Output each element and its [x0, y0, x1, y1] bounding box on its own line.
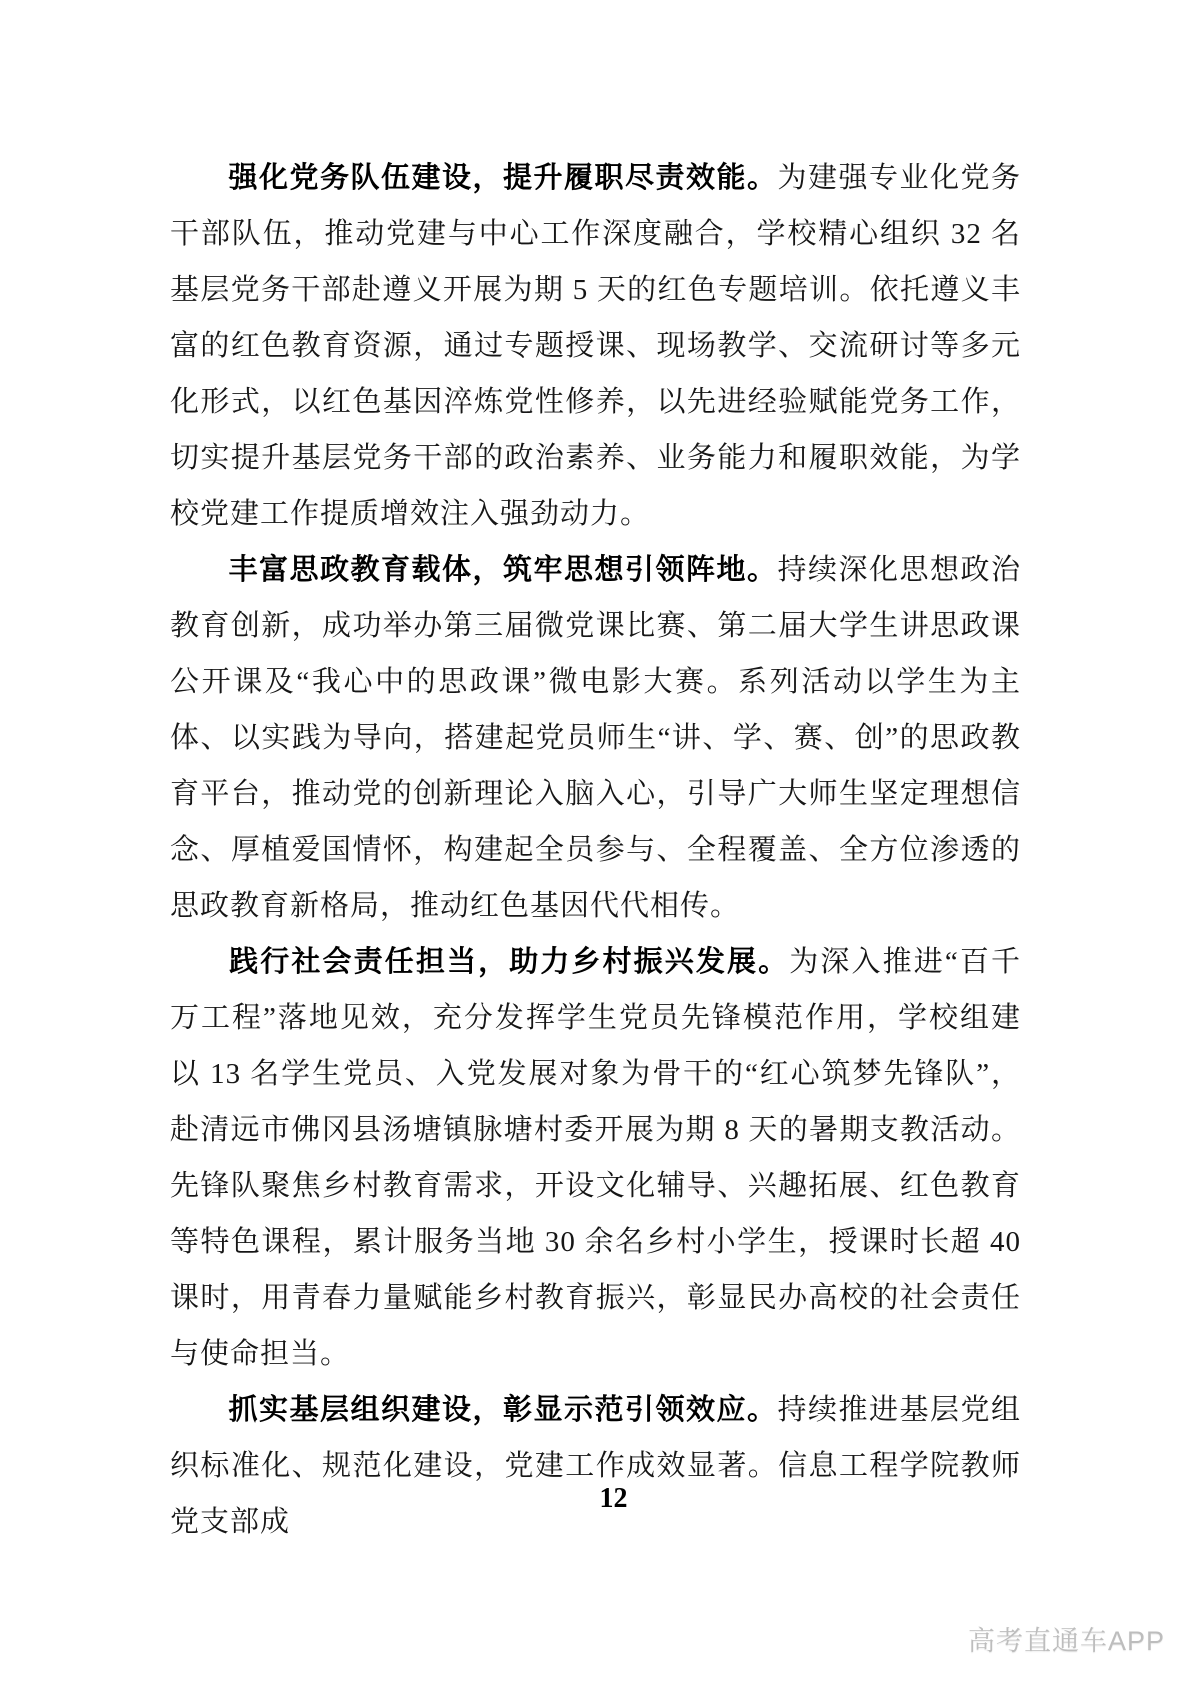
paragraph-text: 持续深化思想政治教育创新，成功举办第三届微党课比赛、第二届大学生讲思政课公开课及“我心中的思政课”微电影大赛。系列活动以学生为主体、以实践为导向，搭建起党员师生“讲、学、赛、创”的思政教育平台，推动党的创新理论入脑入心，引导广大师生坚定理想信念、厚植爱国情怀，构建起全员参与、全程覆盖、全方位渗透的思政教育新格局，推动红色基因代代相传。 [170, 554, 1021, 922]
paragraph [170, 542, 1021, 934]
document-body [170, 150, 1021, 1550]
paragraph-heading: 抓实基层组织建设，彰显示范引领效应。 [228, 1394, 778, 1426]
watermark: 高考直通车APP [967, 1626, 1165, 1656]
page-number: 12 [599, 1483, 628, 1514]
paragraph-text: 为建强专业化党务干部队伍，推动党建与中心工作深度融合，学校精心组织 32 名基层党务干部赴遵义开展为期 5 天的红色专题培训。依托遵义丰富的红色教育资源，通过专题授课、现场教学、交流研讨等多元化形式，以红色基因淬炼党性修养，以先进经验赋能党务工作，切实提升基层党务干部的政治素养、业务能力和履职效能，为学校党建工作提质增效注入强劲动力。 [170, 162, 1021, 530]
paragraph-heading: 强化党务队伍建设，提升履职尽责效能。 [228, 162, 778, 194]
paragraph-text: 为深入推进“百千万工程”落地见效，充分发挥学生党员先锋模范作用，学校组建以 13 名学生党员、入党发展对象为骨干的“红心筑梦先锋队”，赴清远市佛冈县汤塘镇脉塘村委开展为期 8 天的暑期支教活动。先锋队聚焦乡村教育需求，开设文化辅导、兴趣拓展、红色教育等特色课程，累计服务当地 30 余名乡村小学生，授课时长超 40 课时，用青春力量赋能乡村教育振兴，彰显民办高校的社会责任与使命担当。 [170, 946, 1021, 1370]
paragraph [170, 934, 1021, 1382]
paragraph [170, 1382, 1021, 1550]
paragraph [170, 150, 1021, 542]
paragraph-heading: 践行社会责任担当，助力乡村振兴发展。 [228, 946, 790, 978]
paragraph-heading: 丰富思政教育载体，筑牢思想引领阵地。 [228, 554, 778, 586]
paragraph-text: 持续推进基层党组织标准化、规范化建设，党建工作成效显著。信息工程学院教师党支部成 [170, 1394, 1021, 1538]
